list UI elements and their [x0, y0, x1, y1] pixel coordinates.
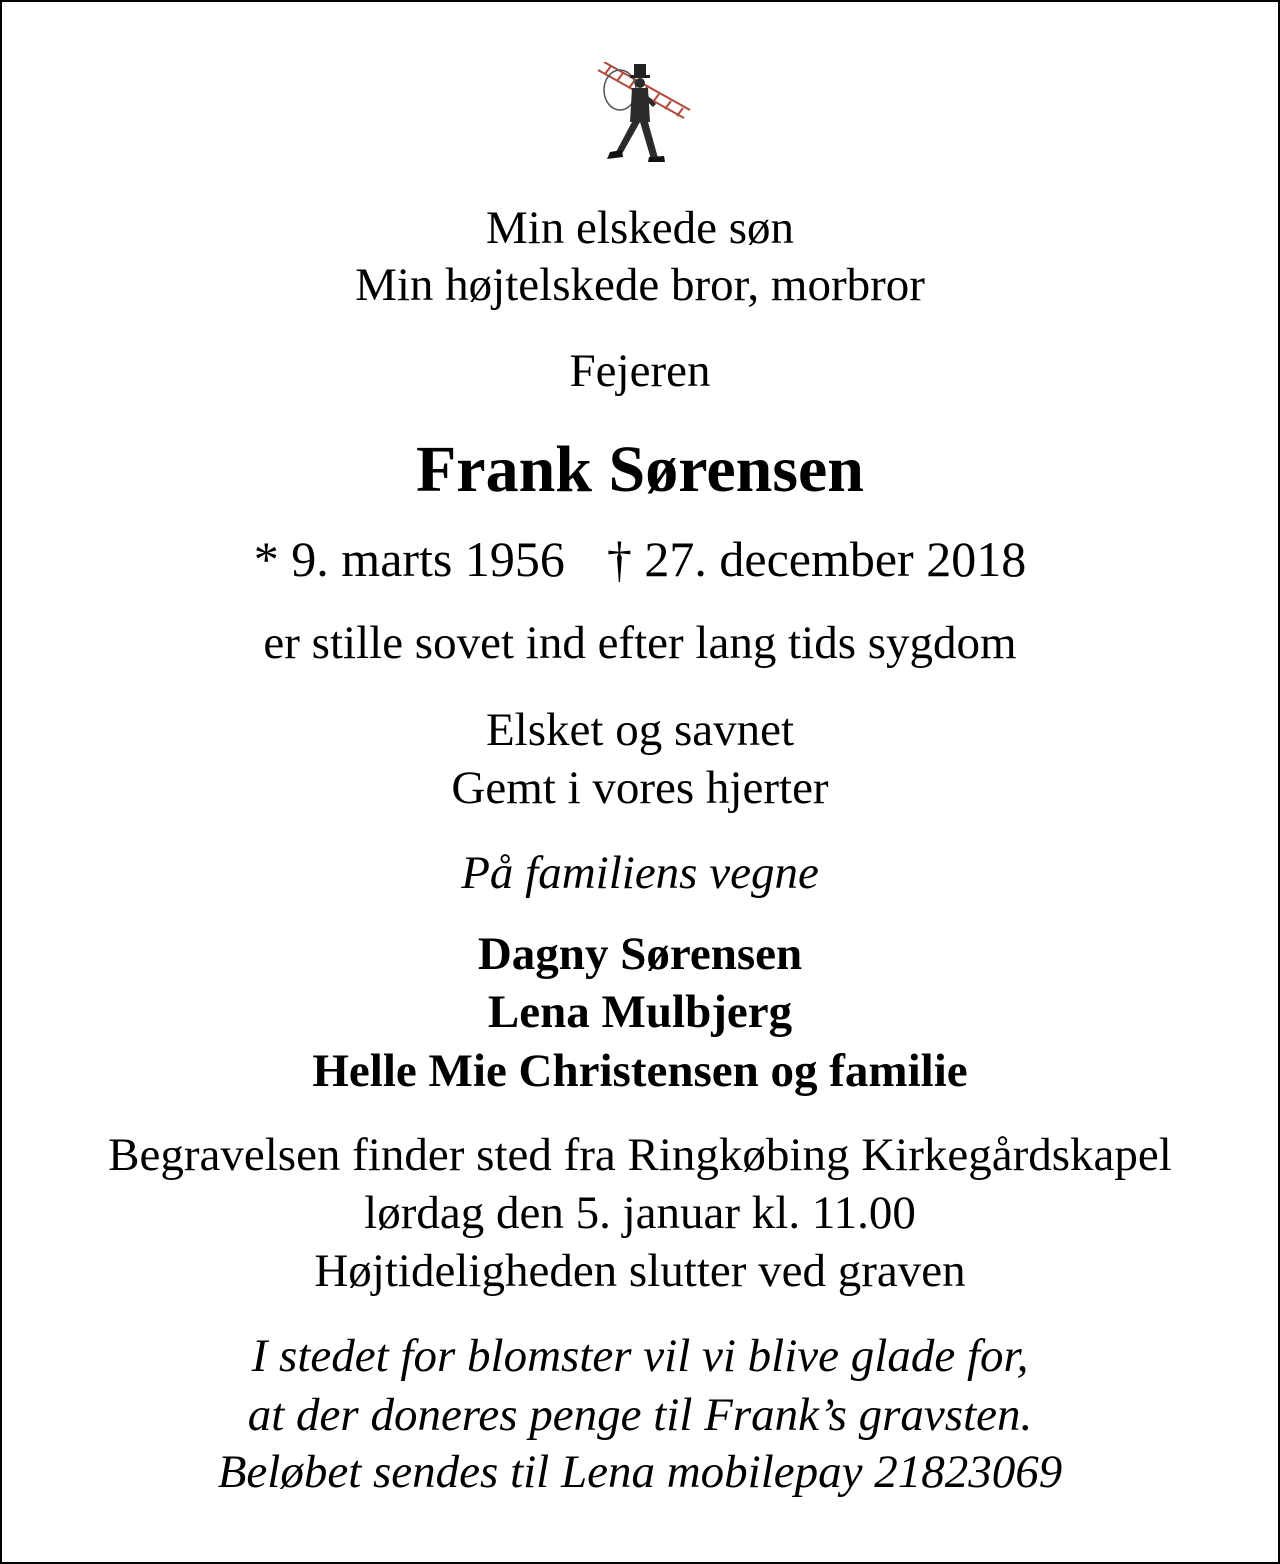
tribute-line-1: Elsket og savnet	[485, 704, 795, 756]
deceased-name: Frank Sørensen	[415, 433, 864, 506]
donation-line-3: Beløbet sendes til Lena mobilepay 21823069	[217, 1446, 1063, 1498]
family-member-2: Lena Mulbjerg	[487, 986, 793, 1038]
life-dates	[2, 531, 1278, 587]
death-date: † 27. december 2018	[606, 531, 1027, 587]
passing-text: er stille sovet ind efter lang tids sygdom	[263, 617, 1017, 669]
on-behalf-text: På familiens vegne	[461, 847, 819, 899]
funeral-line-3: Højtideligheden slutter ved graven	[314, 1245, 966, 1297]
family-member-1: Dagny Sørensen	[477, 928, 803, 980]
funeral-line-2: lørdag den 5. januar kl. 11.00	[364, 1187, 916, 1239]
intro-line-1: Min elskede søn	[485, 202, 795, 254]
birth-date: * 9. marts 1956	[253, 531, 565, 587]
intro-line-2: Min højtelskede bror, morbror	[355, 259, 925, 311]
tribute-line-2: Gemt i vores hjerter	[451, 762, 829, 814]
donation-line-1: I stedet for blomster vil vi blive glade for,	[251, 1330, 1029, 1382]
chimney-sweep-icon	[592, 62, 692, 172]
funeral-line-1: Begravelsen finder sted fra Ringkøbing Kirkegårdskapel	[108, 1129, 1172, 1181]
donation-line-2: at der doneres penge til Frank’s gravsten.	[247, 1389, 1033, 1441]
occupation: Fejeren	[569, 345, 711, 397]
family-member-3: Helle Mie Christensen og familie	[312, 1045, 968, 1097]
